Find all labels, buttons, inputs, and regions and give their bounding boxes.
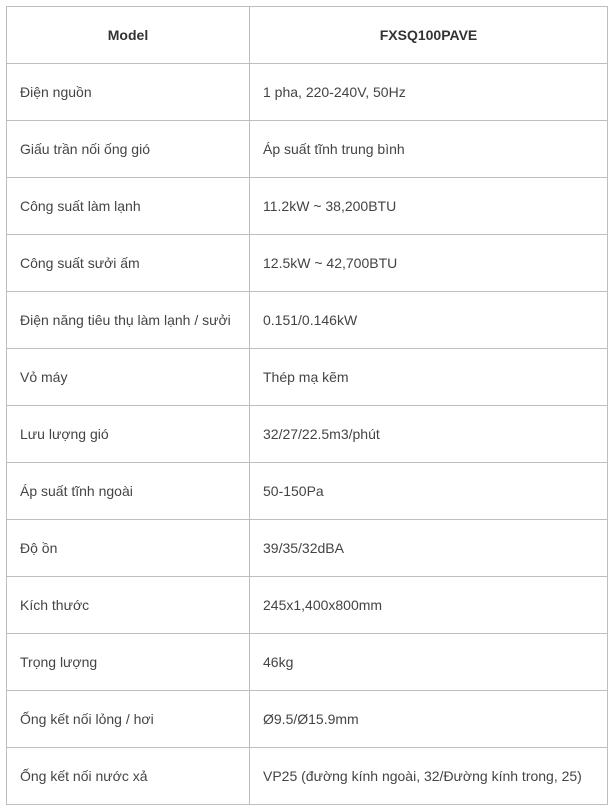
table-row	[7, 292, 608, 349]
table-row	[7, 235, 608, 292]
row-value: 32/27/22.5m3/phút	[250, 406, 608, 463]
row-value: 46kg	[250, 634, 608, 691]
row-label: Giấu trần nối ống gió	[7, 121, 250, 178]
table-row	[7, 634, 608, 691]
table-row	[7, 64, 608, 121]
row-value: Ø9.5/Ø15.9mm	[250, 691, 608, 748]
row-label: Điện nguồn	[7, 64, 250, 121]
row-label: Công suất sưởi ấm	[7, 235, 250, 292]
table-row	[7, 520, 608, 577]
row-label: Trọng lượng	[7, 634, 250, 691]
row-value: VP25 (đường kính ngoài, 32/Đường kính trong, 25)	[250, 748, 608, 805]
row-label: Ống kết nối lỏng / hơi	[7, 691, 250, 748]
row-label: Vỏ máy	[7, 349, 250, 406]
table-row	[7, 577, 608, 634]
row-value: 245x1,400x800mm	[250, 577, 608, 634]
row-value: 39/35/32dBA	[250, 520, 608, 577]
row-label: Ống kết nối nước xả	[7, 748, 250, 805]
row-label: Công suất làm lạnh	[7, 178, 250, 235]
row-value: 0.151/0.146kW	[250, 292, 608, 349]
header-model-value: FXSQ100PAVE	[250, 7, 608, 64]
row-label: Áp suất tĩnh ngoài	[7, 463, 250, 520]
row-value: Áp suất tĩnh trung bình	[250, 121, 608, 178]
table-header-row	[7, 7, 608, 64]
table-row	[7, 748, 608, 805]
table-row	[7, 406, 608, 463]
table-row	[7, 691, 608, 748]
row-label: Độ ồn	[7, 520, 250, 577]
row-label: Kích thước	[7, 577, 250, 634]
row-label: Lưu lượng gió	[7, 406, 250, 463]
row-value: 50-150Pa	[250, 463, 608, 520]
row-value: Thép mạ kẽm	[250, 349, 608, 406]
row-value: 11.2kW ~ 38,200BTU	[250, 178, 608, 235]
table-row	[7, 349, 608, 406]
row-value: 1 pha, 220-240V, 50Hz	[250, 64, 608, 121]
spec-table	[6, 6, 608, 805]
row-value: 12.5kW ~ 42,700BTU	[250, 235, 608, 292]
table-row	[7, 178, 608, 235]
header-model-label: Model	[7, 7, 250, 64]
table-row	[7, 463, 608, 520]
table-row	[7, 121, 608, 178]
row-label: Điện năng tiêu thụ làm lạnh / sưởi	[7, 292, 250, 349]
